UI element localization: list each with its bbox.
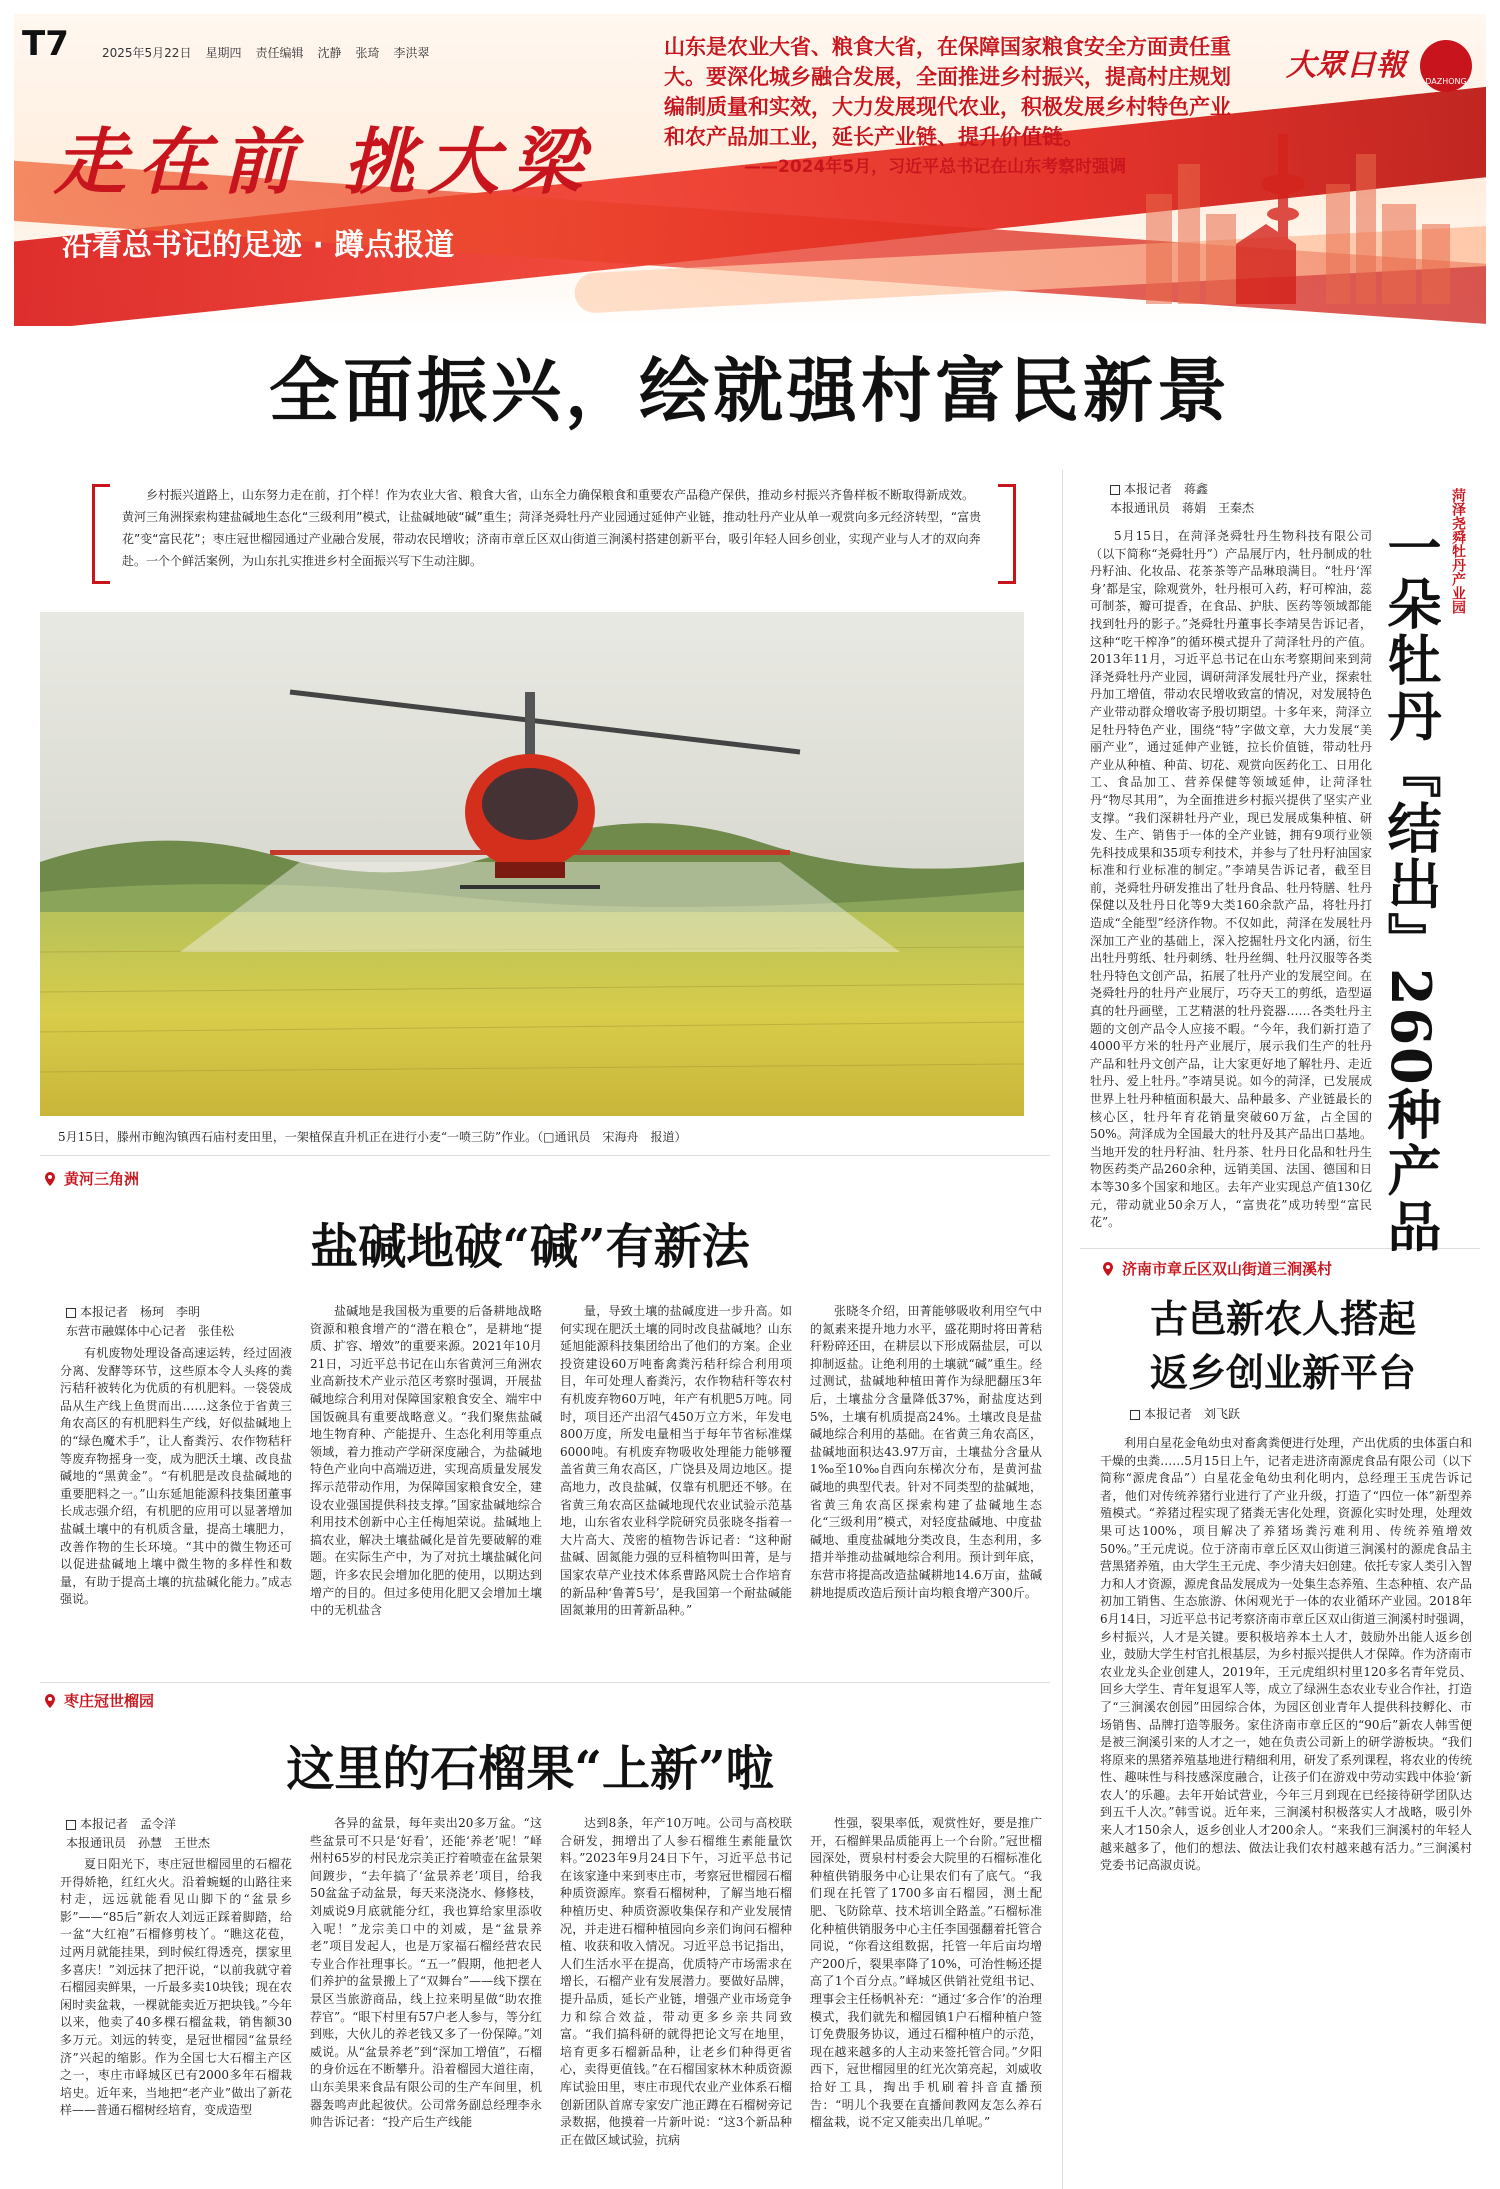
editor-label: 责任编辑 [255,46,304,60]
masthead-banner [14,14,1486,326]
pomegranate-byline: 本报记者 孟令洋 本报通讯员 孙慧 王世杰 [66,1817,211,1850]
location-pin-icon [42,1171,58,1187]
column-title: 走在前 挑大梁 [54,119,596,204]
saline-column-2: 盐碱地是我国极为重要的后备耕地战略资源和粮食增产的“潜在粮仓”，是耕地“提质、扩容、增效”的重要来源。2021年10月21日，习近平总书记在山东省黄河三角洲农业高新技术产业示范区考察时强调，开展盐碱地综合利用对保障国家粮食安全、端牢中国饭碗具有重要战略意义。“我们聚焦盐碱地生物育种、产能提升、生态化利用等重点领域，着力推动产学研深度融合，为盐碱地特色产业向中高端迈进，实现高质量发展发挥示范带动作用，为保障国家粮食安全，建设农业强国提供科技支撑。”国家盐碱地综合利用技术创新中心主任梅旭荣说。盐碱地上搞农业，解决土壤盐碱化是首先要破解的难题。在实际生产中，为了对抗土壤盐碱化问题，许多农民会增加化肥的使用，以期达到增产的目的。但过多使用化肥又会增加土壤中的无机盐含 [310,1304,542,1618]
village-column-1: 利用白星花金龟幼虫对畜禽粪便进行处理，产出优质的虫体蛋白和干燥的虫粪……5月15日上午，记者走进济南源虎食品有限公司（以下简称“源虎食品”）白星花金龟幼虫利化明内，总经理王玉虎告诉记者，他们对传统养猪行业进行了产业升级，打造了“四位一体”新型养殖模式。“养猪过程实现了猪粪无害化处理，资源化实时处理，处理效果可达100%，项目解决了养猪场粪污难利用、传统养殖增效50%。”王元虎说。位于济南市章丘区双山街道三涧溪村的源虎食品主营黑猪养殖，由大学生王元虎、李少清夫妇创建。依托专家人类引入智力和人才资源，源虎食品发展成为一处集生态养殖、生态种植、农产品初加工销售、生态旅游、休闲观光于一体的农业循环产业园。2018年6月14日，习近平总书记考察济南市章丘区双山街道三涧溪村时强调，乡村振兴，人才是关键。要积极培养本土人才，鼓励外出能人返乡创业，鼓励大学生村官扎根基层，为乡村振兴提供人才保障。作为济南市农业龙头企业创建人，2019年，王元虎组织村里120多名青年党员、回乡大学生、青年复退军人等，成立了绿洲生态农业专业合作社，打造了“三涧溪农创园”田园综合体，为园区创业青年人提供科技孵化、市场销售、品牌打造等服务。家住济南市章丘区的“90后”新农人韩雪便是被三涧溪引来的人才之一，她在负责公司新上的研学游板块。“我们将原来的黑猪养殖基地进行精细利用，研发了系列课程，将农业的传统性、趣味性与科技感深度融合，让孩子们在游戏中劳动实践中体验‘新农人’的乐趣。去年开始试营业，今年三月到现在已经接待研学团队达到五千人次。”韩雪说。近年来，三涧溪村积极落实人才战略，吸引外来人才150余人，返乡创业人才200余人。“来我们三涧溪村的年轻人越来越多了，他们的想法、做法让我们农村越来越有活力。”三涧溪村党委书记高淑贞说。 [1100,1436,1472,1873]
pomegranate-column-4: 性强，裂果率低，观赏性好，要是推广开，石榴鲜果品质能再上一个台阶。”冠世榴园深处，贾泉村村委会大院里的石榴标准化种植供销服务中心让果农们有了底气。“我们现在托管了1700多亩石榴园，测土配肥、飞防除草、技术培训全路盖。”石榴标准化种植供销服务中心主任李国强翻着托管合同说，“你看这组数据，托管一年后亩均增产200斤，裂果率降了10%，可治性畅还提高了1个百分点。”峄城区供销社党组书记、理事会主任杨帆补充：“通过‘多合作’的治理模式，我们就先和榴园镇1户石榴种植户签订免费服务协议，通过石榴种植户的示范，现在越来越多的人主动来签托管合同。”夕阳西下，冠世榴园里的红光次第亮起，刘威收拾好工具，掏出手机刷着抖音直播预告：“明儿个我要在直播间教网友怎么养石榴盆栽，说不定又能卖出几单呢。” [810,1816,1042,2130]
peony-title: 一朵牡丹『结出』260种产品 [1379,520,1443,1255]
saline-column-1: 有机废物处理设备高速运转，经过固液分离、发酵等环节，这些原本令人头疼的粪污秸秆被转化为优质的有机肥料。一袋袋成品从生产线上鱼贯而出……这条位于省黄三角农高区的有机肥料生产线，好似盐碱地上的“绿色魔术手”，让人畜粪污、农作物秸秆等废弃物摇身一变，成为肥沃土壤、改良盐碱地的“黑黄金”。“有机肥是改良盐碱地的重要肥料之一。”山东延旭能源科技集团董事长成志强介绍，有机肥的应用可以显著增加盐碱土壤中的有机质含量，提高土壤肥力，改善作物的生长环境。“其中的微生物还可以促进盐碱地上壤中微生物的多样性和数量，有助于提高土壤的抗盐碱化能力。”成志强说。 [60,1346,292,1607]
column-subtitle: 沿着总书记的足迹 · 蹲点报道 [62,228,455,263]
section-tag-pomegranate: 枣庄冠世榴园 [42,1690,154,1711]
saline-column-3: 量，导致土壤的盐碱度进一步升高。如何实现在肥沃土壤的同时改良盐碱地？山东延旭能源科技集团给出了他们的方案。企业投资建设60万吨畜禽粪污秸秆综合利用项目，年可处理人畜粪污，农作物秸秆等农村有机废弃物60万吨，年产有机肥5万吨。同时，项目还产出沼气450万立方米，年发电800万度，所发电量相当于每年节省标准煤6000吨。有机废弃物吸收处理能力能够覆盖省黄三角农高区，广饶县及周边地区。提高地力，改良盐碱，仅靠有机肥还不够。在省黄三角农高区盐碱地现代农业试验示范基地，山东省农业科学院研究员张晓冬指着一大片高大、茂密的植物告诉记者：“这种耐盐碱、固氮能力强的豆科植物叫田菁，是与国家农草产业技术体系曹路风院士合作培育的新品种‘鲁菁5号’，是我国第一个耐盐碱能固氮兼用的田菁新品种。” [560,1304,792,1618]
page-number: T7 [22,24,69,64]
editor-name-1: 沈静 [317,46,342,60]
photo-caption: 5月15日，滕州市鲍沟镇西石庙村麦田里，一架植保直升机正在进行小麦“一喷三防”作业。（□通讯员 宋海舟 报道） [58,1130,687,1144]
village-byline: 本报记者 刘飞跃 [1130,1405,1240,1424]
location-pin-icon [42,1693,58,1709]
editor-name-2: 张琦 [355,46,380,60]
column-divider-vertical [1062,470,1063,2189]
section-tag-saline: 黄河三角洲 [42,1168,139,1189]
section-tag-village: 济南市章丘区双山街道三涧溪村 [1100,1258,1332,1279]
pomegranate-title: 这里的石榴果“上新”啦 [286,1741,774,1797]
saline-column-4: 张晓冬介绍，田菁能够吸收利用空气中的氮素来提升地力水平，盛花期时将田菁秸秆粉碎还田，在耕层以下形成隔盐层，可以抑制返盐。让绝利用的土壤就“碱”重生。经过测试，盐碱地种植田菁作为绿肥翻压3年后，土壤盐分含量降低37%，耐盐度达到5%，土壤有机质提高24%。土壤改良是盐碱地综合利用的基础。在省黄三角农高区，盐碱地面积达43.97万亩，土壤盐分含量从1‰至10‰自西向东梯次分布，是黄河盐碱地的典型代表。针对不同类型的盐碱地，省黄三角农高区探索构建了盐碱地生态化“三级利用”模式，对轻度盐碱地、中度盐碱地、重度盐碱地分类改良，生态利用，多措并举推动盐碱地综合利用。预计到年底，东营市将提高改造盐碱耕地14.6万亩，盐碱耕地提质改造后预计亩均粮食增产300斤。 [810,1304,1042,1600]
quote-source: ——2024年5月，习近平总书记在山东考察时强调 [744,157,1127,177]
saline-byline: 本报记者 杨珂 李明 东营市融媒体中心记者 张佳松 [66,1305,235,1338]
city-skyline-icon [1136,124,1456,304]
village-title: 古邑新农人搭起 返乡创业新平台 [1150,1296,1417,1395]
page-headline: 全面振兴，绘就强村富民新景 [269,350,1231,432]
peony-column-1: 5月15日，在菏泽尧舜牡丹生物科技有限公司（以下简称“尧舜牡丹”）产品展厅内，牡丹制成的牡丹籽油、化妆品、花茶茶等产品琳琅满目。“牡丹‘浑身’都是宝，除观赏外，牡丹根可入药，籽可榨油，蕊可制茶，瓣可提香，在食品、护肤、医药等领域都能找到牡丹的影子。”尧舜牡丹董事长李靖昊告诉记者，这种“吃干榨净”的循环模式提升了菏泽牡丹的产值。2013年11月，习近平总书记在山东考察期间来到菏泽尧舜牡丹产业园，调研菏泽发展牡丹产业，探索牡丹加工增值，带动农民增收致富的情况，对发展特色产业带动群众增收寄予殷切期望。十多年来，菏泽立足牡丹特色产业，围绕“特”字做文章，大力发展“美丽产业”，通过延伸产业链，拉长价值链，带动牡丹产业从种植、种苗、切花、观赏向医药化工、日用化工、食品加工、营养保健等领域延伸，让菏泽牡丹“物尽其用”，为全面推进乡村振兴提供了坚实产业支撑。“我们深耕牡丹产业，现已发展成集种植、研发、生产、销售于一体的全产业链，拥有9项行业领先科技成果和35项专利技术，并参与了牡丹籽油国家标准和行业标准的制定。”李靖昊告诉记者，截至目前，尧舜牡丹研发推出了牡丹食品、牡丹特膳、牡丹保健以及牡丹日化等9大类160余款产品，将牡丹打造成“全能型”经济作物。不仅如此，菏泽在发展牡丹深加工产业的基础上，深入挖掘牡丹文化内涵，衍生出牡丹剪纸、牡丹刺绣、牡丹丝绸、牡丹汉服等各类牡丹特色文创产品，拓展了牡丹产业的发展空间。在尧舜牡丹的牡丹产业展厅，巧夺天工的剪纸，造型逼真的牡丹画壁，工艺精湛的牡丹瓷器……各类牡丹主题的文创产品令人应接不暇。“今年，我们新打造了4000平方米的牡丹产业展厅，展示我们生产的牡丹产品和牡丹文创产品，让大家更好地了解牡丹、走近牡丹、爱上牡丹。”李靖昊说。如今的菏泽，已发展成世界上牡丹种植面积最大、品种最多、产业链最长的核心区，牡丹年育花销量突破60万盆，占全国的50%。菏泽成为全国最大的牡丹及其产品出口基地。当地开发的牡丹籽油、牡丹茶、牡丹日化品和牡丹生物医药类产品260余种，远销美国、法国、德国和日本等30多个国家和地区。去年产业实现总产值130亿元，带动就业50余万人，“富贵花”成功转型“富民花”。 [1090,529,1372,1230]
pomegranate-column-3: 达到8条，年产10万吨。公司与高校联合研发，拥增出了人参石榴维生素能量饮料。”2023年9月24日下午，习近平总书记在该家逢中来到枣庄市，考察冠世榴园石榴种质资源库。察看石榴树种，了解当地石榴种植历史、种质资源收集保存和产业发展情况，并走进石榴种植园向乡亲们询问石榴种植、收获和收入情况。习近平总书记指出，人们生活水平在提高，优质特产市场需求在增长，石榴产业有发展潜力。要做好品牌，提升品质，延长产业链，增强产业市场竞争力和综合效益，带动更多乡亲共同致富。“我们搞科研的就得把论文写在地里，培育更多石榴新品种，让老乡们种得更省心，卖得更值钱。”在石榴国家林木种质资源库试验田里，枣庄市现代农业产业体系石榴创新团队首席专家安广池正蹲在石榴树旁记录数据，他摸着一片新叶说：“这3个新品种正在做区域试验，抗病 [560,1816,792,2147]
editor-name-3: 李洪翠 [393,46,430,60]
helicopter-wheat-photo [40,612,1024,1116]
issue-date: 2025年5月22日 [102,46,192,60]
newspaper-logo-mark: DAZHONG [1420,40,1472,92]
pomegranate-column-1: 夏日阳光下，枣庄冠世榴园里的石榴花开得娇艳，红红火火。沿着蜿蜒的山路往来村走，远远就能看见山脚下的“盆景乡影”——“85后”新农人刘远正踩着脚踏，给一盆“大红袍”石榴修剪枝丫。“瞧这花苞，过两月就能挂果，到时候红得透亮，摆家里多喜庆！”刘远抹了把汗说，“以前我就守着石榴园卖鲜果，一斤最多卖10块钱；现在农闲时卖盆栽，一棵就能卖近万把块钱。”今年以来，他卖了40多棵石榴盆栽，销售额30多万元。刘远的转变，是冠世榴园“盆景经济”兴起的缩影。作为全国七大石榴主产区之一，枣庄市峄城区已有2000多年石榴栽培史。近年来，当地把“老产业”做出了新花样——普通石榴树经培育，变成造型 [60,1857,292,2118]
divider-saline [40,1682,1050,1683]
section-tag-peony: 菏泽尧舜牡丹产业园 [1450,488,1466,614]
newspaper-logo: 大眾日報 [1286,48,1406,83]
issue-meta [102,44,430,61]
leader-quote: 山东是农业大省、粮食大省，在保障国家粮食安全方面责任重大。要深化城乡融合发展，全面推进乡村振兴，提高村庄规划编制质量和实效，大力发展现代农业，积极发展乡村特色产业和农产品加工业，延长产业链、提升价值链。 [664,35,1231,149]
intro-paragraph: 乡村振兴道路上，山东努力走在前，打个样！作为农业大省、粮食大省，山东全力确保粮食和重要农产品稳产保供，推动乡村振兴齐鲁样板不断取得新成效。黄河三角洲探索构建盐碱地生态化“三级利用”模式，让盐碱地破“碱”重生；菏泽尧舜牡丹产业园通过延伸产业链，推动牡丹产业从单一观赏向多元经济转型，“富贵花”变“富民花”；枣庄冠世榴园通过产业融合发展，带动农民增收；济南市章丘区双山街道三涧溪村搭建创新平台，吸引年轻人回乡创业，实现产业与人才的双向奔赴。一个个鲜活案例，为山东扎实推进乡村全面振兴写下生动注脚。 [122,488,982,568]
divider-photo [40,1155,1050,1156]
peony-byline: 本报记者 蒋鑫 本报通讯员 蒋娟 王秦杰 [1110,482,1255,515]
issue-weekday: 星期四 [205,46,242,60]
pomegranate-column-2: 各异的盆景，每年卖出20多万盆。“这些盆景可不只是‘好看’，还能‘养老’呢！”峄州村65岁的村民龙宗美正拧着喷壶在盆景架间踱步，“去年搞了‘盆景养老’项目，给我50盆盆子动盆景，每天来浇浇水、修修枝，刘威说9月底就能分红，我也算给家里添收入呢！”龙宗美口中的刘威，是“盆景养老”项目发起人，也是万家福石榴经营农民专业合作社理事长。“五一”假期，他把老人们养护的盆景搬上了“双舞台”——线下摆在景区当旅游商品，线上拉来明星做“助农推荐官”。“眼下村里有57户老人参与，等分红到账，大伙儿的养老钱又多了一份保障。”刘威说。从“盆景养老”到“深加工增值”，石榴的身价远在不断攀升。沿着榴园大道往南，山东美果来食品有限公司的生产车间里，机器轰鸣声此起彼伏。公司常务副总经理李永帅告诉记者：“投产后生产线能 [310,1816,542,2130]
saline-title: 盐碱地破“碱”有新法 [310,1219,750,1275]
location-pin-icon [1100,1261,1116,1277]
